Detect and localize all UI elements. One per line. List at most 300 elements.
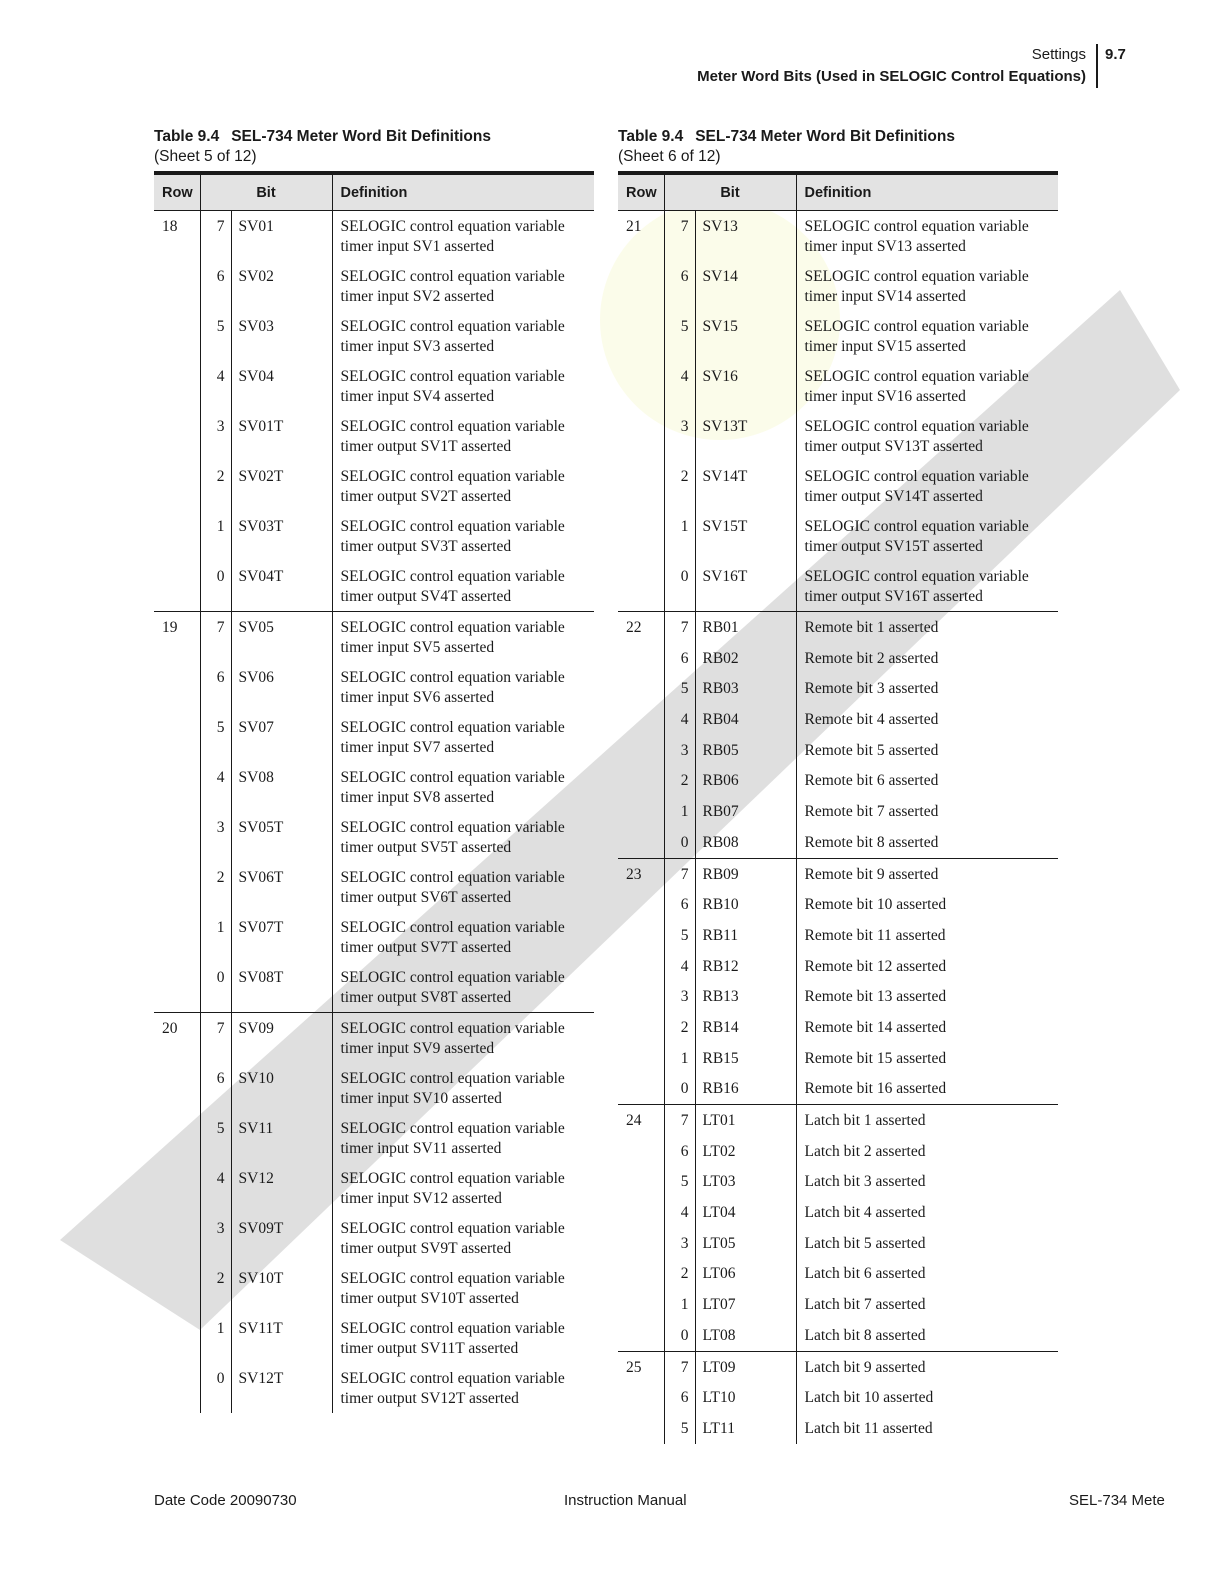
- bit-definition: [332, 211, 594, 262]
- table-row: [154, 561, 594, 612]
- row-number: [618, 643, 664, 674]
- bit-definition: [796, 211, 1058, 262]
- bit-definition: [796, 461, 1058, 511]
- header-title: Meter Word Bits (Used in SELOGIC Control Equations): [697, 68, 1086, 85]
- bit-definition: [332, 511, 594, 561]
- table-row: [154, 1063, 594, 1113]
- row-number: [618, 1073, 664, 1104]
- row-number: [618, 1197, 664, 1228]
- definition-line: SELOGIC control equation variable: [340, 869, 565, 886]
- bit-number: 0: [664, 1073, 695, 1104]
- definition-line: SELOGIC control equation variable: [340, 568, 565, 585]
- row-number: [618, 796, 664, 827]
- bit-definition: [796, 1105, 1058, 1136]
- definition-line: Latch bit 4 asserted: [804, 1204, 926, 1222]
- table-row: [618, 261, 1058, 311]
- bit-number: 3: [664, 1228, 695, 1259]
- bit-definition: [796, 1289, 1058, 1320]
- bit-number: 6: [200, 1063, 231, 1113]
- bit-mnemonic: RB10: [702, 896, 739, 914]
- bit-definition: [796, 1413, 1058, 1444]
- definition-line: SELOGIC control equation variable: [340, 268, 565, 285]
- definition-line: SELOGIC control equation variable: [340, 769, 565, 786]
- bit-number: 4: [200, 762, 231, 812]
- definition-line: timer input SV15 asserted: [804, 338, 966, 355]
- bit-number: 4: [664, 704, 695, 735]
- definition-line: SELOGIC control equation variable: [804, 568, 1029, 585]
- definition-line: SELOGIC control equation variable: [340, 969, 565, 986]
- bit-definition: [796, 827, 1058, 858]
- bit-number: 6: [200, 261, 231, 311]
- bit-mnemonic: SV03T: [238, 518, 284, 535]
- row-number: [154, 561, 200, 612]
- bit-definition: [796, 796, 1058, 827]
- bit-number: 1: [664, 511, 695, 561]
- bit-mnemonic: SV12T: [238, 1370, 284, 1387]
- definition-line: SELOGIC control equation variable: [340, 218, 565, 235]
- row-number: [154, 311, 200, 361]
- bit-mnemonic: SV11: [238, 1120, 274, 1137]
- bit-definition: [796, 981, 1058, 1012]
- definition-line: Remote bit 13 asserted: [804, 988, 947, 1006]
- bit-mnemonic: SV09T: [238, 1220, 284, 1237]
- bit-number: 5: [200, 1113, 231, 1163]
- bit-number: 0: [664, 827, 695, 858]
- definition-line: timer input SV9 asserted: [340, 1040, 495, 1057]
- bit-mnemonic: LT11: [702, 1419, 735, 1437]
- bit-mnemonic: SV16T: [695, 561, 796, 612]
- definition-line: Latch bit 6 asserted: [804, 1265, 926, 1283]
- bit-mnemonic: SV09: [238, 1020, 274, 1037]
- table-number: Table 9.4: [618, 128, 684, 145]
- bit-number: 1: [664, 796, 695, 827]
- bit-mnemonic: LT01: [702, 1112, 736, 1129]
- bit-mnemonic: RB02: [702, 649, 739, 667]
- bit-number: 2: [200, 461, 231, 511]
- table-caption: [618, 127, 1058, 171]
- row-number: [618, 1320, 664, 1351]
- bit-definition: [332, 1213, 594, 1263]
- table-row: [618, 704, 1058, 735]
- bit-definition: [796, 1258, 1058, 1289]
- bit-mnemonic: SV04: [238, 368, 274, 385]
- row-number: [154, 1063, 200, 1113]
- table-row: [154, 1363, 594, 1413]
- definition-line: SELOGIC control equation variable: [340, 1270, 565, 1287]
- row-number: [154, 461, 200, 511]
- definition-line: timer output SV10T asserted: [340, 1290, 519, 1307]
- definition-line: SELOGIC control equation variable: [340, 518, 565, 535]
- bit-definition: [796, 612, 1058, 643]
- table-row: [618, 1166, 1058, 1197]
- table-row: [618, 889, 1058, 920]
- bit-mnemonic: SV12: [238, 1170, 274, 1187]
- bit-number: 7: [664, 1351, 695, 1382]
- definition-line: Latch bit 1 asserted: [804, 1112, 926, 1129]
- row-number: [618, 1413, 664, 1444]
- definition-line: timer input SV2 asserted: [340, 288, 495, 305]
- table-row: [618, 1258, 1058, 1289]
- row-number: [618, 1136, 664, 1167]
- table-row: [618, 1382, 1058, 1413]
- definition-line: SELOGIC control equation variable: [340, 1120, 565, 1137]
- bit-mnemonic: RB05: [702, 741, 739, 759]
- definition-line: timer input SV16 asserted: [804, 388, 966, 405]
- bit-mnemonic: SV03: [238, 318, 274, 335]
- bit-number: 0: [200, 561, 231, 612]
- row-number: [154, 1113, 200, 1163]
- definition-line: SELOGIC control equation variable: [340, 819, 565, 836]
- bit-definition: [332, 461, 594, 511]
- table-row: [618, 511, 1058, 561]
- bit-mnemonic: RB07: [702, 803, 739, 821]
- row-number: [618, 261, 664, 311]
- row-number: [154, 862, 200, 912]
- row-number: [154, 812, 200, 862]
- definition-line: timer output SV2T asserted: [340, 488, 512, 505]
- bit-mnemonic: RB08: [695, 827, 796, 858]
- bit-definition: [796, 311, 1058, 361]
- definition-line: Remote bit 3 asserted: [804, 680, 939, 698]
- definition-line: Remote bit 5 asserted: [804, 741, 939, 759]
- bit-number: 7: [664, 1105, 695, 1136]
- row-number: [618, 561, 664, 612]
- definition-line: timer input SV7 asserted: [340, 739, 495, 756]
- definition-line: timer output SV3T asserted: [340, 538, 512, 555]
- bit-mnemonic: LT05: [702, 1234, 736, 1252]
- bit-mnemonic: SV14T: [702, 468, 748, 485]
- definition-line: timer input SV10 asserted: [340, 1090, 502, 1107]
- row-number: [154, 712, 200, 762]
- bit-definition: [796, 1228, 1058, 1259]
- definition-line: Latch bit 8 asserted: [804, 1326, 926, 1344]
- definition-line: SELOGIC control equation variable: [804, 318, 1029, 335]
- definition-line: SELOGIC control equation variable: [340, 1220, 565, 1237]
- bit-mnemonic: RB06: [702, 772, 739, 790]
- definition-line: timer output SV7T asserted: [340, 939, 512, 956]
- bit-mnemonic: SV05: [238, 619, 274, 636]
- definition-line: Latch bit 5 asserted: [804, 1234, 926, 1252]
- bit-definition: [332, 1063, 594, 1113]
- bit-number: 1: [664, 1043, 695, 1074]
- bit-definition: [796, 765, 1058, 796]
- bit-number: 5: [200, 311, 231, 361]
- bit-definition: [796, 1012, 1058, 1043]
- bit-mnemonic: LT08: [695, 1320, 796, 1351]
- bit-table: [618, 171, 1058, 1444]
- definition-line: timer input SV12 asserted: [340, 1190, 502, 1207]
- bit-mnemonic: LT04: [702, 1204, 736, 1222]
- bit-definition: [796, 261, 1058, 311]
- table-sheet-5: [154, 127, 594, 1413]
- bit-mnemonic: SV01T: [238, 418, 284, 435]
- bit-number: 2: [664, 1258, 695, 1289]
- definition-line: Remote bit 15 asserted: [804, 1049, 947, 1067]
- table-row: [618, 1289, 1058, 1320]
- table-row: [618, 981, 1058, 1012]
- definition-line: timer input SV11 asserted: [340, 1140, 502, 1157]
- bit-number: 3: [664, 735, 695, 766]
- bit-definition: [796, 951, 1058, 982]
- row-number: [618, 1289, 664, 1320]
- bit-mnemonic: RB13: [702, 988, 739, 1006]
- row-number: [618, 889, 664, 920]
- row-number: [154, 261, 200, 311]
- definition-line: SELOGIC control equation variable: [804, 468, 1029, 485]
- bit-number: 0: [200, 1363, 231, 1413]
- bit-definition: [796, 1197, 1058, 1228]
- bit-number: 6: [664, 261, 695, 311]
- table-row: [618, 765, 1058, 796]
- bit-number: 4: [664, 1197, 695, 1228]
- table-row: [618, 1012, 1058, 1043]
- bit-mnemonic: LT06: [702, 1265, 736, 1283]
- bit-mnemonic: SV14: [702, 268, 738, 285]
- bit-definition: [796, 511, 1058, 561]
- row-number: [618, 920, 664, 951]
- table-header-row: [618, 173, 1058, 211]
- row-number: [154, 1313, 200, 1363]
- bit-mnemonic: SV13T: [702, 418, 748, 435]
- bit-mnemonic: LT02: [702, 1142, 736, 1160]
- bit-definition: [332, 912, 594, 962]
- table-row: [618, 1043, 1058, 1074]
- bit-number: 3: [664, 981, 695, 1012]
- table-row: [154, 1013, 594, 1064]
- table-row: [618, 1197, 1058, 1228]
- row-number: [154, 762, 200, 812]
- bit-number: 6: [664, 643, 695, 674]
- column-header-definition: Definition: [332, 173, 594, 211]
- definition-line: SELOGIC control equation variable: [340, 368, 565, 385]
- definition-line: SELOGIC control equation variable: [340, 1320, 565, 1337]
- table-row: [618, 1351, 1058, 1382]
- definition-line: Latch bit 3 asserted: [804, 1173, 926, 1191]
- column-header-definition: Definition: [796, 173, 1058, 211]
- bit-number: 3: [200, 812, 231, 862]
- bit-number: 3: [200, 1213, 231, 1263]
- bit-number: 5: [664, 1413, 695, 1444]
- table-row: [618, 796, 1058, 827]
- bit-mnemonic: SV02: [238, 268, 274, 285]
- definition-line: timer output SV15T asserted: [804, 538, 983, 555]
- bit-number: 2: [664, 461, 695, 511]
- row-number: [154, 1163, 200, 1213]
- bit-number: 1: [200, 912, 231, 962]
- table-row: [618, 920, 1058, 951]
- table-row: [154, 962, 594, 1013]
- bit-definition: [332, 261, 594, 311]
- table-row: [154, 1163, 594, 1213]
- table-row: [618, 211, 1058, 262]
- bit-mnemonic: RB04: [702, 711, 739, 729]
- bit-definition: [332, 1363, 594, 1413]
- row-number: [618, 461, 664, 511]
- bit-number: 3: [664, 411, 695, 461]
- bit-definition: [332, 361, 594, 411]
- table-row: [154, 311, 594, 361]
- bit-definition: [332, 1113, 594, 1163]
- row-number: [154, 511, 200, 561]
- row-number: 20: [162, 1020, 178, 1037]
- definition-line: timer input SV1 asserted: [340, 238, 495, 255]
- bit-mnemonic: LT09: [702, 1358, 736, 1376]
- header-section-number: 9.7: [1105, 46, 1126, 63]
- table-row: [154, 1113, 594, 1163]
- definition-line: timer output SV16T asserted: [804, 588, 983, 605]
- table-header-row: [154, 173, 594, 211]
- bit-definition: [332, 561, 594, 612]
- table-title: SEL-734 Meter Word Bit Definitions: [695, 128, 955, 145]
- table-row: [154, 712, 594, 762]
- bit-number: 0: [664, 1320, 695, 1351]
- table-row: [618, 411, 1058, 461]
- column-header-bit: Bit: [200, 173, 332, 211]
- bit-mnemonic: SV13: [702, 218, 738, 235]
- bit-definition: [332, 762, 594, 812]
- bit-definition: [796, 889, 1058, 920]
- table-row: [154, 1313, 594, 1363]
- bit-number: 7: [664, 612, 695, 643]
- column-header-row: Row: [154, 173, 200, 211]
- table-row: [618, 1136, 1058, 1167]
- bit-mnemonic: SV15T: [702, 518, 748, 535]
- row-number: [154, 1363, 200, 1413]
- bit-definition: [332, 411, 594, 461]
- table-row: [618, 311, 1058, 361]
- table-row: [154, 211, 594, 262]
- table-sheet-6: [618, 127, 1058, 1444]
- definition-line: Remote bit 11 asserted: [804, 926, 946, 944]
- definition-line: SELOGIC control equation variable: [804, 268, 1029, 285]
- bit-number: 5: [664, 920, 695, 951]
- bit-mnemonic: RB16: [695, 1073, 796, 1104]
- row-number: 19: [162, 619, 178, 636]
- table-row: [154, 511, 594, 561]
- bit-mnemonic: SV10: [238, 1070, 274, 1087]
- table-row: [154, 411, 594, 461]
- bit-number: 1: [200, 1313, 231, 1363]
- row-number: [618, 1166, 664, 1197]
- bit-number: 5: [664, 311, 695, 361]
- bit-definition: [796, 561, 1058, 612]
- table-sheet: (Sheet 6 of 12): [618, 148, 721, 165]
- row-number: 21: [626, 218, 642, 235]
- column-header-bit: Bit: [664, 173, 796, 211]
- row-number: [618, 735, 664, 766]
- definition-line: timer input SV6 asserted: [340, 689, 495, 706]
- bit-definition: [332, 612, 594, 663]
- bit-mnemonic: RB01: [702, 619, 739, 636]
- bit-mnemonic: RB11: [702, 926, 739, 944]
- definition-line: SELOGIC control equation variable: [340, 418, 565, 435]
- bit-definition: [796, 361, 1058, 411]
- bit-definition: [332, 311, 594, 361]
- table-row: [618, 461, 1058, 511]
- bit-definition: [332, 1263, 594, 1313]
- definition-line: SELOGIC control equation variable: [804, 418, 1029, 435]
- row-number: [154, 411, 200, 461]
- bit-number: 6: [200, 662, 231, 712]
- bit-number: 7: [200, 1013, 231, 1064]
- bit-definition: [332, 1013, 594, 1064]
- footer-manual: Instruction Manual: [564, 1492, 687, 1509]
- definition-line: timer output SV14T asserted: [804, 488, 983, 505]
- bit-mnemonic: RB03: [702, 680, 739, 698]
- bit-mnemonic: RB14: [702, 1018, 739, 1036]
- bit-number: 4: [200, 1163, 231, 1213]
- table-caption: [154, 127, 594, 171]
- definition-line: timer output SV13T asserted: [804, 438, 983, 455]
- table-row: [618, 1320, 1058, 1351]
- row-number: [618, 1258, 664, 1289]
- definition-line: SELOGIC control equation variable: [804, 518, 1029, 535]
- definition-line: timer output SV11T asserted: [340, 1340, 519, 1357]
- row-number: [618, 311, 664, 361]
- row-number: [618, 511, 664, 561]
- definition-line: Remote bit 8 asserted: [804, 833, 939, 851]
- bit-definition: [332, 662, 594, 712]
- bit-definition: [796, 1166, 1058, 1197]
- table-row: [154, 1213, 594, 1263]
- definition-line: Remote bit 10 asserted: [804, 896, 947, 914]
- bit-definition: [796, 411, 1058, 461]
- row-number: 18: [162, 218, 178, 235]
- definition-line: timer output SV4T asserted: [340, 588, 512, 605]
- table-row: [154, 261, 594, 311]
- bit-mnemonic: SV10T: [238, 1270, 284, 1287]
- table-number: Table 9.4: [154, 128, 220, 145]
- definition-line: SELOGIC control equation variable: [340, 1070, 565, 1087]
- table-row: [154, 612, 594, 663]
- row-number: [618, 827, 664, 858]
- bit-number: 5: [200, 712, 231, 762]
- bit-mnemonic: SV08: [238, 769, 274, 786]
- footer-product: SEL-734 Mete: [1069, 1492, 1165, 1509]
- bit-number: 2: [200, 862, 231, 912]
- table-row: [618, 735, 1058, 766]
- bit-mnemonic: SV02T: [238, 468, 284, 485]
- bit-number: 7: [200, 612, 231, 663]
- definition-line: SELOGIC control equation variable: [340, 619, 565, 636]
- definition-line: SELOGIC control equation variable: [340, 468, 565, 485]
- table-row: [154, 862, 594, 912]
- definition-line: Remote bit 16 asserted: [804, 1080, 947, 1098]
- bit-definition: [796, 735, 1058, 766]
- row-number: [618, 361, 664, 411]
- definition-line: SELOGIC control equation variable: [340, 919, 565, 936]
- bit-mnemonic: LT10: [702, 1389, 736, 1407]
- bit-mnemonic: SV07: [238, 719, 274, 736]
- definition-line: Remote bit 1 asserted: [804, 619, 939, 636]
- bit-number: 1: [664, 1289, 695, 1320]
- definition-line: Remote bit 14 asserted: [804, 1018, 947, 1036]
- bit-number: 6: [664, 1382, 695, 1413]
- bit-mnemonic: SV16: [702, 368, 738, 385]
- definition-line: SELOGIC control equation variable: [340, 1370, 565, 1387]
- table-row: [618, 361, 1058, 411]
- bit-mnemonic: SV07T: [238, 919, 284, 936]
- table-row: [618, 561, 1058, 612]
- running-header: [697, 44, 1086, 88]
- definition-line: Latch bit 2 asserted: [804, 1142, 926, 1160]
- definition-line: timer input SV5 asserted: [340, 639, 495, 656]
- bit-definition: [796, 673, 1058, 704]
- table-row: [618, 1105, 1058, 1136]
- row-number: 23: [626, 865, 642, 883]
- bit-definition: [796, 643, 1058, 674]
- definition-line: timer output SV1T asserted: [340, 438, 512, 455]
